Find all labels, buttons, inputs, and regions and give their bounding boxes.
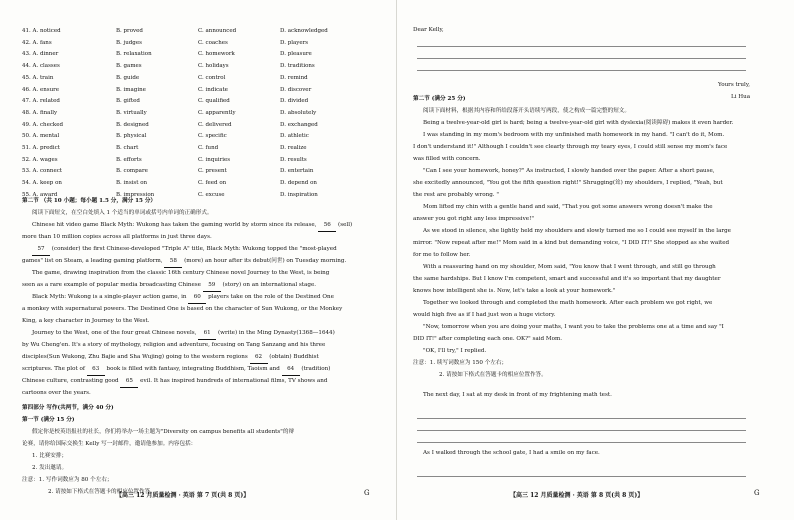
footer-mark-right: G: [754, 489, 760, 497]
text-line: "OK, I'll try," I replied.: [423, 348, 487, 354]
option-row: [22, 178, 392, 190]
text-segment: (obtain) Buddhist: [269, 354, 319, 360]
footer-mark-left: G: [364, 489, 370, 497]
text-line: As we stood in silence, she lightly held my shoulders and slowly turned me so I could see myself in the large: [423, 228, 731, 234]
option-cell: C. coaches: [198, 39, 228, 46]
writing-line: [417, 46, 746, 47]
text-line: The game, drawing inspiration from the classic 16th century Chinese novel Journey to the West, is being: [32, 270, 330, 276]
text-line: 第二节 (满分 25 分): [413, 96, 466, 102]
option-row: [22, 26, 392, 38]
option-cell: C. specific: [198, 133, 227, 140]
option-cell: B. judges: [116, 39, 142, 46]
option-cell: C. qualified: [198, 98, 230, 105]
text-segment: seen as a rare example of popular media broadcasting Chinese: [22, 282, 201, 288]
option-cell: D. remind: [280, 74, 308, 81]
text-line: 阅读下面短文，在空白处填入 1 个适当的单词或括号内单词的正确形式。: [32, 210, 213, 216]
text-line: she excitedly announced, "You got the fifth question right!" Shrugging(耸) my shoulders, I replied, "Yeah, but: [413, 180, 723, 186]
writing-line: [417, 430, 746, 431]
text-segment: players take on the role of the Destined One: [208, 294, 334, 300]
option-cell: 45. A. train: [22, 74, 54, 81]
option-cell: B. proved: [116, 28, 143, 34]
page-divider: [396, 0, 397, 520]
option-cell: 46. A. ensure: [22, 86, 60, 93]
text-segment: evil. It has inspired hundreds of international films, TV shows and: [140, 378, 328, 384]
option-cell: D. depend on: [280, 180, 317, 187]
option-cell: B. imagine: [116, 86, 146, 93]
option-cell: D. discover: [280, 86, 312, 93]
option-cell: C. delivered: [198, 121, 232, 128]
option-cell: D. results: [280, 156, 307, 163]
option-row: [22, 38, 392, 50]
option-row: [22, 131, 392, 143]
option-cell: B. compare: [116, 168, 148, 175]
option-row: [22, 73, 392, 85]
cloze-blank: 63: [87, 363, 105, 376]
option-cell: D. entertain: [280, 168, 314, 175]
option-cell: D. acknowledged: [280, 28, 328, 34]
option-cell: B. virtually: [116, 109, 147, 116]
text-line: 阅读下面材料，根据其内容和所给段落开头语续写两段，使之构成一篇完整的短文。: [423, 108, 630, 114]
cloze-options-table: [22, 26, 392, 202]
option-row: [22, 85, 392, 97]
option-cell: 44. A. classes: [22, 63, 60, 70]
text-segment: games" list on Steam, a leading gaming platform,: [22, 258, 163, 264]
option-row: [22, 96, 392, 108]
text-line: the same hardships. But I know I'm competent, smart and successful and it's so important that my daughter: [413, 276, 721, 282]
option-cell: B. chart: [116, 145, 139, 152]
text-line: knows how intelligent she is. Now, let's take a look at your homework.": [413, 288, 616, 294]
text-line: 2. 发出邀请。: [32, 465, 68, 471]
option-cell: 50. A. mental: [22, 133, 60, 140]
option-cell: 48. A. finally: [22, 109, 58, 116]
writing-line: [417, 442, 746, 443]
text-line: 第一节 (满分 15 分): [22, 417, 75, 423]
text-line: 注意：1. 续写词数应为 150 个左右；: [413, 360, 508, 366]
option-cell: C. indicate: [198, 86, 228, 93]
text-line: more than 10 million copies across all platforms in just three days.: [22, 234, 212, 240]
text-segment: (more) an hour after its debut(问世) on Tuesday morning.: [184, 258, 347, 264]
option-cell: C. feed on: [198, 180, 227, 187]
option-cell: D. players: [280, 39, 309, 46]
option-cell: C. holidays: [198, 63, 229, 70]
option-cell: D. traditions: [280, 63, 315, 70]
text-line: by Wu Cheng'en. It's a story of mythology, religion and adventure, focusing on Tang Sanzang and his three: [22, 342, 326, 348]
text-line: Being a twelve-year-old girl is hard; being a twelve-year-old girl with dyslexia(阅读障碍) makes it even harder.: [423, 120, 734, 126]
text-segment: Journey to the West, one of the four great Chinese novels,: [32, 330, 197, 336]
text-line: for me to follow her.: [413, 252, 471, 258]
letter-signature: Li Hua: [731, 94, 751, 100]
option-cell: 55. A. award: [22, 191, 58, 198]
option-cell: C. control: [198, 74, 226, 81]
text-segment: disciples(Sun Wukong, Zhu Bajie and Sha Wujing) going to the western regions: [22, 354, 248, 360]
text-segment: (story) on an international stage.: [222, 282, 317, 288]
option-cell: 42. A. fans: [22, 39, 52, 46]
option-cell: B. gifted: [116, 98, 140, 105]
option-cell: 54. A. keep on: [22, 180, 62, 187]
cloze-blank: 59: [203, 279, 221, 292]
option-cell: D. pleasure: [280, 51, 312, 58]
text-line: With a reassuring hand on my shoulder, Mom said, "You know that I went through, and still go through: [423, 264, 716, 270]
text-line: 1. 比赛安排；: [32, 453, 68, 459]
text-line: 论赛，请你给国际交换生 Kelly 写一封邮件，邀请他参加。内容包括：: [22, 441, 197, 447]
text-segment: (consider) the first Chinese-developed "Triple A" title, Black Myth: Wukong topped the "most-played: [51, 246, 337, 252]
text-line: "Can I see your homework, honey?" As instructed, I slowly handed over the paper. After a short pause,: [423, 168, 715, 174]
writing-line: [417, 70, 746, 71]
option-cell: D. exchanged: [280, 121, 318, 128]
option-cell: C. inquiries: [198, 156, 231, 163]
text-line: answer you got right any less impressive!": [413, 216, 534, 222]
option-row: [22, 166, 392, 178]
cloze-blank: 58: [164, 255, 182, 268]
option-cell: 51. A. predict: [22, 145, 60, 152]
option-cell: B. designed: [116, 121, 149, 128]
option-cell: B. relaxation: [116, 51, 152, 58]
option-cell: B. efforts: [116, 156, 142, 163]
option-cell: C. apparently: [198, 109, 236, 116]
text-line: Together we looked through and completed the math homework. After each problem we got right, we: [423, 300, 713, 306]
text-line: "Now, tomorrow when you are doing your maths, I want you to take the problems one at a time and say "I: [423, 324, 724, 330]
writing-line: [417, 418, 746, 419]
cloze-blank: 60: [188, 291, 206, 304]
text-segment: Chinese hit video game Black Myth: Wukong has taken the gaming world by storm since its release,: [32, 222, 317, 228]
text-line: Mom lifted my chin with a gentle hand and said, "That you got some answers wrong doesn't make the: [423, 204, 713, 210]
option-cell: B. insist on: [116, 180, 148, 187]
option-cell: C. announced: [198, 28, 237, 34]
text-segment: (sell): [338, 222, 353, 228]
text-line: As I walked through the school gate, I had a smile on my face.: [423, 450, 600, 456]
text-line: I don't understand it!" Although I couldn't see clearly through my teary eyes, I could still sense my mom's face: [413, 144, 728, 150]
option-cell: B. physical: [116, 133, 147, 140]
text-line: a monkey with supernatural powers. The Destined One is based on the character of Sun Wukong, or the Monkey: [22, 306, 343, 312]
option-cell: D. realize: [280, 145, 307, 152]
text-line: 2. 请按如下格式在答题卡的相应位置作答。: [439, 372, 547, 378]
option-cell: C. present: [198, 168, 227, 175]
text-line: would high five as if I had just won a huge victory.: [413, 312, 556, 318]
option-cell: 43. A. dinner: [22, 51, 59, 58]
option-cell: 41. A. noticed: [22, 28, 61, 34]
option-row: [22, 49, 392, 61]
text-line: was filled with concern.: [413, 156, 481, 162]
footer-page-7: 【高三 12 月质量检测 · 英语 第 7 页(共 8 页)】: [116, 492, 250, 499]
letter-salutation: Dear Kelly,: [413, 27, 444, 33]
footer-page-8: 【高三 12 月质量检测 · 英语 第 8 页(共 8 页)】: [510, 492, 644, 499]
text-segment: (write) in the Ming Dynasty(1368—1644): [217, 330, 335, 336]
text-segment: (tradition): [301, 366, 331, 372]
text-line: 注意：1. 写作词数应为 80 个左右；: [22, 477, 113, 483]
writing-line: [417, 58, 746, 59]
option-row: [22, 108, 392, 120]
text-line: I was standing in my mom's bedroom with my unfinished math homework in my hand. "I can't do it, Mom.: [423, 132, 725, 138]
text-segment: book is filled with fantasy, integrating Buddhism, Taoism and: [106, 366, 280, 372]
option-cell: 52. A. wages: [22, 156, 58, 163]
text-segment: Black Myth: Wukong is a single-player action game, in: [32, 294, 187, 300]
option-cell: C. excuse: [198, 191, 225, 198]
text-line: 第二节 （共 10 小题；每小题 1.5 分，满分 15 分）: [22, 198, 157, 204]
option-cell: B. guide: [116, 74, 140, 81]
cloze-blank: 62: [250, 351, 268, 364]
cloze-blank: 65: [120, 375, 138, 388]
cloze-blank: 61: [198, 327, 216, 340]
text-line: The next day, I sat at my desk in front of my frightening math test.: [423, 392, 612, 398]
cloze-blank: 64: [282, 363, 300, 376]
cloze-blank: 56: [318, 219, 336, 232]
option-row: [22, 143, 392, 155]
text-line: 第四部分 写作(共两节，满分 40 分): [22, 405, 114, 411]
writing-line: [417, 476, 746, 477]
text-line: King, a key character in Journey to the West.: [22, 318, 150, 324]
text-line: 2. 请按如下格式在答题卡的相应位置作答。: [48, 489, 156, 495]
option-cell: D. absolutely: [280, 109, 317, 116]
letter-closing: Yours truly,: [718, 82, 751, 88]
option-row: [22, 120, 392, 132]
option-cell: D. athletic: [280, 133, 309, 140]
option-cell: C. fund: [198, 145, 219, 152]
option-cell: B. impression: [116, 191, 155, 198]
option-row: [22, 155, 392, 167]
option-cell: C. homework: [198, 51, 235, 58]
text-line: mirror. "Now repeat after me!" Mom said in a kind but demanding voice, "I DID IT!" She stopped as she waited: [413, 240, 730, 246]
text-line: the rest are probably wrong. ": [413, 192, 499, 198]
option-row: [22, 61, 392, 73]
cloze-blank: 57: [32, 243, 50, 256]
text-segment: Chinese culture, contrasting good: [22, 378, 119, 384]
option-cell: D. inspiration: [280, 191, 318, 198]
option-cell: D. divided: [280, 98, 309, 105]
option-cell: 53. A. connect: [22, 168, 62, 175]
text-line: cartoons over the years.: [22, 390, 91, 396]
text-line: DID IT!" after completing each one. OK?" said Mom.: [413, 336, 563, 342]
option-cell: B. games: [116, 63, 142, 70]
option-cell: 49. A. checked: [22, 121, 64, 128]
text-line: 假定你是校英语报社的社长，你们将举办一场主题为"Diversity on campus benefits all students"的辩: [32, 429, 295, 435]
option-cell: 47. A. related: [22, 98, 60, 105]
text-segment: scriptures. The plot of: [22, 366, 85, 372]
